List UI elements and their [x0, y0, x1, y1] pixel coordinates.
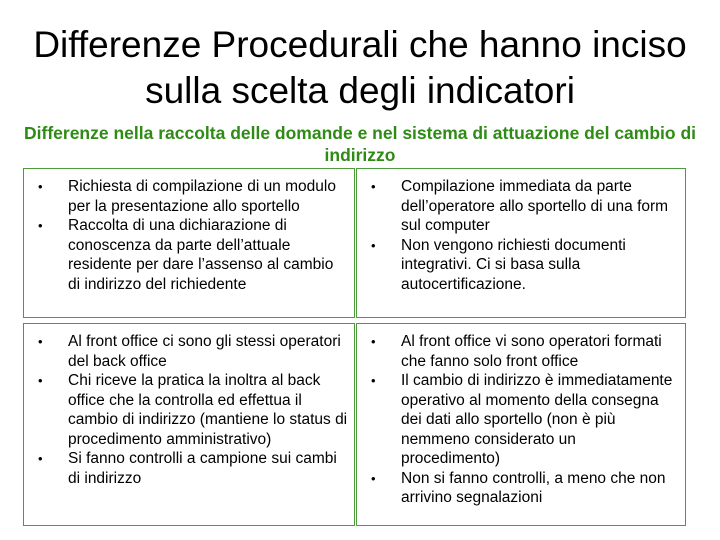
list-item — [24, 371, 348, 449]
list-item-text: Al front office vi sono operatori formati che fanno solo front office — [401, 333, 662, 370]
list-item-text: Richiesta di compilazione di un modulo per la presentazione allo sportello — [68, 178, 336, 215]
list-item-text: Al front office ci sono gli stessi operatori del back office — [68, 333, 341, 370]
list-item-text: Compilazione immediata da parte dell’operatore allo sportello di una form sul computer — [401, 178, 669, 234]
list-item — [357, 177, 679, 236]
list-item — [24, 332, 348, 371]
box-top-left — [23, 168, 355, 318]
list-item — [357, 469, 679, 508]
slide-subtitle: Differenze nella raccolta delle domande e nel sistema di attuazione del cambio di indirizzo — [24, 123, 696, 165]
box-bottom-right — [356, 323, 686, 526]
list-item-text: Non vengono richiesti documenti integrativi. Ci si basa sulla autocertificazione. — [401, 236, 626, 293]
box-top-right — [356, 168, 686, 318]
slide-title: Differenze Procedurali che hanno inciso sulla scelta degli indicatori — [33, 24, 687, 111]
list-item — [24, 177, 348, 216]
list-item — [357, 236, 679, 295]
list-item-text: Chi riceve la pratica la inoltra al back office che la controlla ed effettua il cambio di indirizzo (mantiene lo status di procedimento amministrativo) — [68, 372, 348, 448]
bullet-icon: • — [371, 373, 376, 388]
box-bottom-left — [23, 323, 355, 526]
list-item — [357, 371, 679, 469]
list-item-text: Raccolta di una dichiarazione di conoscenza da parte dell’attuale residente per dare l’assenso al cambio di indirizzo del richiedente — [68, 217, 334, 293]
bullet-icon: • — [371, 179, 376, 194]
bullet-icon: • — [38, 451, 43, 466]
bullet-icon: • — [38, 373, 43, 388]
bullet-icon: • — [38, 334, 43, 349]
list-item — [24, 216, 348, 294]
bullet-icon: • — [371, 334, 376, 349]
list-item-text: Non si fanno controlli, a meno che non arrivino segnalazioni — [401, 469, 666, 506]
list-item-text: Si fanno controlli a campione sui cambi di indirizzo — [68, 450, 337, 487]
bullet-icon: • — [371, 237, 376, 253]
bullet-icon: • — [371, 470, 376, 486]
bullet-icon: • — [38, 218, 43, 233]
bullet-icon: • — [38, 179, 43, 194]
list-item — [357, 332, 679, 371]
list-item — [24, 449, 348, 488]
list-item-text: Il cambio di indirizzo è immediatamente operativo al momento della consegna dei dati allo sportello (non è più nemmeno considerato un procedimento) — [401, 372, 673, 467]
